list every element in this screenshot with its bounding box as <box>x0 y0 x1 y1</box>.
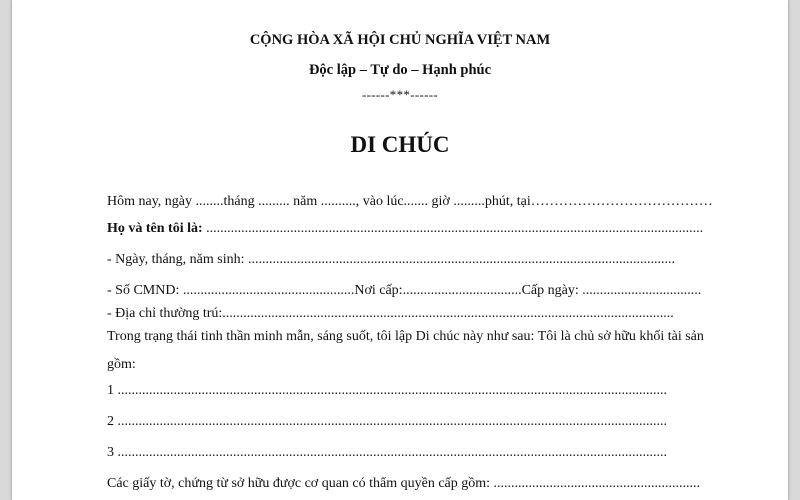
address-line: - Địa chỉ thường trú:................................................................................................................................. <box>107 306 674 321</box>
asset-item-2: 2 ............................................................................................................................................................. <box>107 414 667 429</box>
name-label: Họ và tên tôi là: <box>107 221 203 236</box>
document-page <box>12 0 788 500</box>
asset-item-3: 3 ............................................................................................................................................................. <box>107 445 667 460</box>
name-dots: .............................................................................................................................................. <box>202 221 704 236</box>
statement-line-1: Trong trạng thái tinh thần minh mẫn, sáng suốt, tôi lập Di chúc này như sau: Tôi là chủ sở hữu khối tài sản <box>107 329 704 344</box>
national-motto: Độc lập – Tự do – Hạnh phúc <box>308 62 492 78</box>
id-line: - Số CMND: .................................................Nơi cấp:..................................Cấp ngày: .................................. <box>107 283 702 298</box>
birth-line: - Ngày, tháng, năm sinh: .......................................................................................................................... <box>107 252 676 267</box>
papers-line: Các giấy tờ, chứng từ sở hữu được cơ quan có thẩm quyền cấp gồm: ........................................................... <box>107 476 701 491</box>
statement-line-2: gồm: <box>107 357 136 372</box>
date-line: Hôm nay, ngày ........tháng ......... năm .........., vào lúc....... giờ .........phút, tại………………………………… <box>107 194 713 209</box>
name-line <box>107 220 737 238</box>
header-divider: ------***------ <box>362 87 438 102</box>
document-title: DI CHÚC <box>350 132 450 157</box>
asset-item-1: 1 ............................................................................................................................................................. <box>107 383 667 398</box>
national-header: CỘNG HÒA XÃ HỘI CHỦ NGHĨA VIỆT NAM <box>249 32 551 48</box>
